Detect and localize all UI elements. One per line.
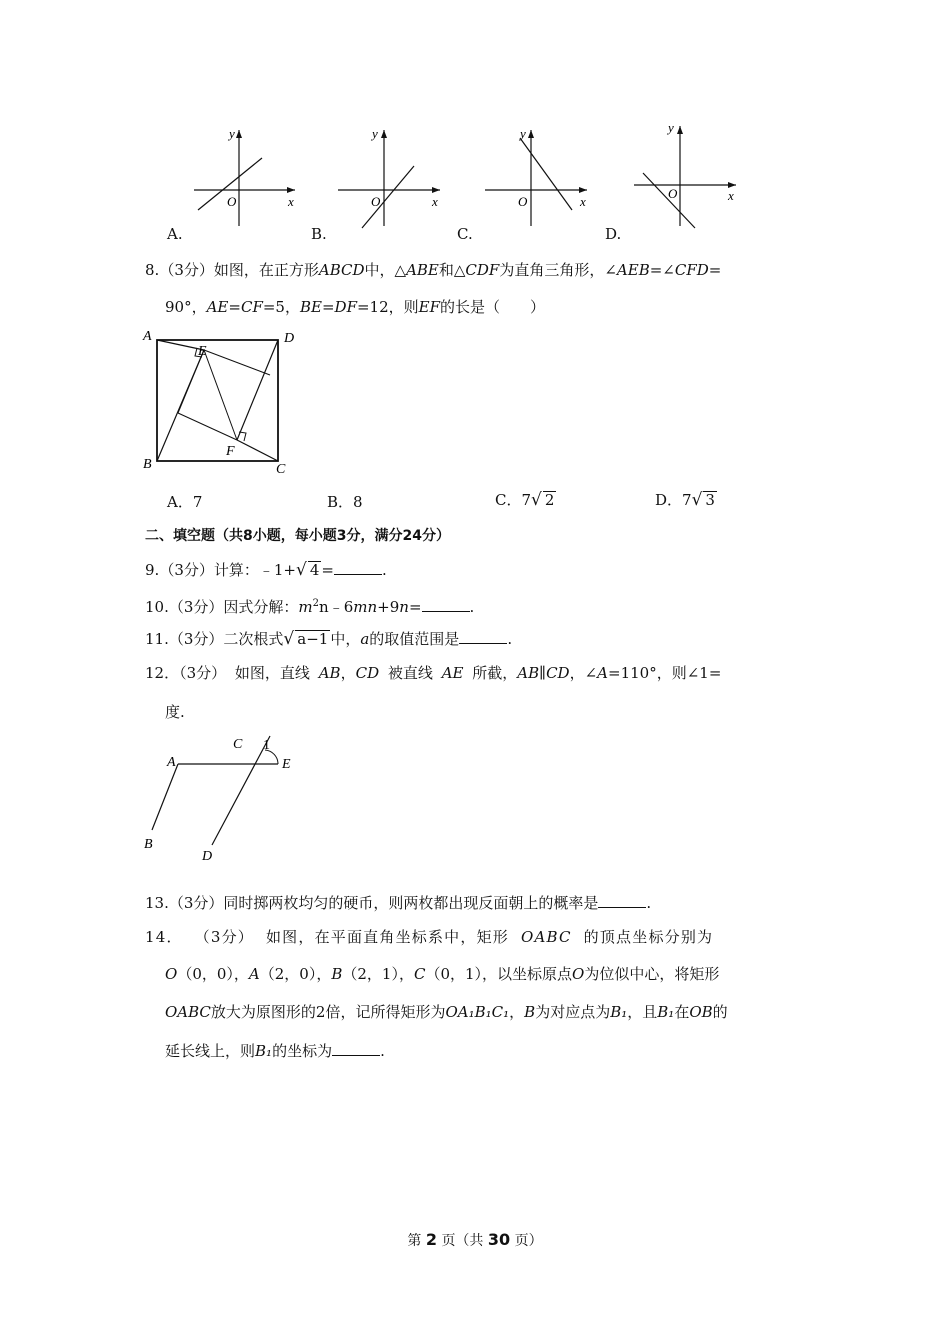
total-pages: 30	[487, 1230, 511, 1249]
graph-c	[485, 126, 587, 226]
graph-c-y: y	[520, 126, 526, 141]
q8-line1: 8.（3分）如图，在正方形ABCD中，△ABE和△CDF为直角三角形，∠AEB=∠CFD=	[145, 261, 722, 279]
graph-d-o: O	[668, 186, 678, 201]
graph-b	[338, 126, 440, 228]
graph-d-y: y	[668, 120, 674, 135]
q8-option-d: D．7√ 3	[655, 490, 715, 510]
q12-point-a: A	[167, 755, 176, 770]
current-page: 2	[425, 1230, 437, 1249]
graph-b-o: O	[371, 194, 381, 209]
q11-blank[interactable]	[459, 628, 507, 644]
q9-blank[interactable]	[334, 559, 382, 575]
q8-point-f: F	[226, 444, 235, 459]
q13: 13.（3分）同时掷两枚均匀的硬币，则两枚都出现反面朝上的概率是 .	[145, 894, 652, 912]
q12-point-c: C	[233, 737, 243, 752]
graph-a-y: y	[229, 126, 235, 141]
q12-figure	[140, 730, 310, 870]
q12-point-b: B	[144, 837, 153, 852]
q14-line3: OABC放大为原图形的2倍，记所得矩形为OA₁B₁C₁，B为对应点为B₁，且B₁在OB的	[165, 1003, 728, 1021]
graph-a-x: x	[288, 194, 294, 209]
graph-b-x: x	[432, 194, 438, 209]
q12-point-e: E	[282, 757, 291, 772]
section-title: 二、填空题（共8小题，每小题3分，满分24分）	[145, 528, 450, 544]
q8-figure	[140, 325, 310, 480]
q12-line1: 12．（3分） 如图，直线 AB，CD 被直线 AE 所截，AB∥CD，∠A=110°，则∠1=	[145, 664, 722, 682]
q8-point-d: D	[284, 331, 295, 346]
graph-b-y: y	[372, 126, 378, 141]
q8-point-a: A	[143, 329, 152, 344]
q14-line2: O（0，0），A（2，0），B（2，1），C（0，1），以坐标原点O为位似中心，将矩形	[165, 965, 720, 983]
q7-option-c: C.	[457, 225, 473, 243]
q12-angle-1: 1	[263, 738, 270, 753]
q12-line2: 度.	[165, 703, 185, 721]
q14-line1: 14． （3分） 如图，在平面直角坐标系中，矩形 OABC 的顶点坐标分别为	[145, 928, 714, 946]
graph-c-x: x	[580, 194, 586, 209]
q13-blank[interactable]	[598, 892, 646, 908]
q10-blank[interactable]	[422, 596, 470, 612]
q7-option-a: A.	[167, 225, 183, 243]
q14-line4: 延长线上，则B₁的坐标为 .	[165, 1042, 385, 1060]
q8-option-c: C．7√ 2	[495, 490, 555, 510]
graph-c-o: O	[518, 194, 528, 209]
q8-line2: 90°，AE=CF=5，BE=DF=12，则EF的长是（ ）	[165, 298, 546, 316]
q11: 11.（3分）二次根式√ a−1 中，a的取值范围是 .	[145, 629, 513, 649]
q8-option-a: A．7	[167, 493, 203, 511]
q14-blank[interactable]	[332, 1040, 380, 1056]
q8-point-b: B	[143, 457, 152, 472]
q8-point-e: E	[198, 344, 207, 359]
q7-option-d: D.	[605, 225, 622, 243]
page-footer: 第 2 页（共 30 页）	[407, 1230, 543, 1249]
q12-point-d: D	[202, 849, 213, 864]
q8-point-c: C	[276, 462, 286, 477]
graph-d-x: x	[728, 188, 734, 203]
q9: 9.（3分）计算：﹣1+√ 4 = .	[145, 560, 387, 580]
q8-option-b: B．8	[327, 493, 363, 511]
graph-a	[194, 126, 295, 226]
graph-d	[634, 120, 736, 228]
q7-option-b: B.	[311, 225, 327, 243]
graph-a-o: O	[227, 194, 237, 209]
q10: 10.（3分）因式分解：$m^2n﹣6mn+9n=$ .	[145, 598, 475, 616]
